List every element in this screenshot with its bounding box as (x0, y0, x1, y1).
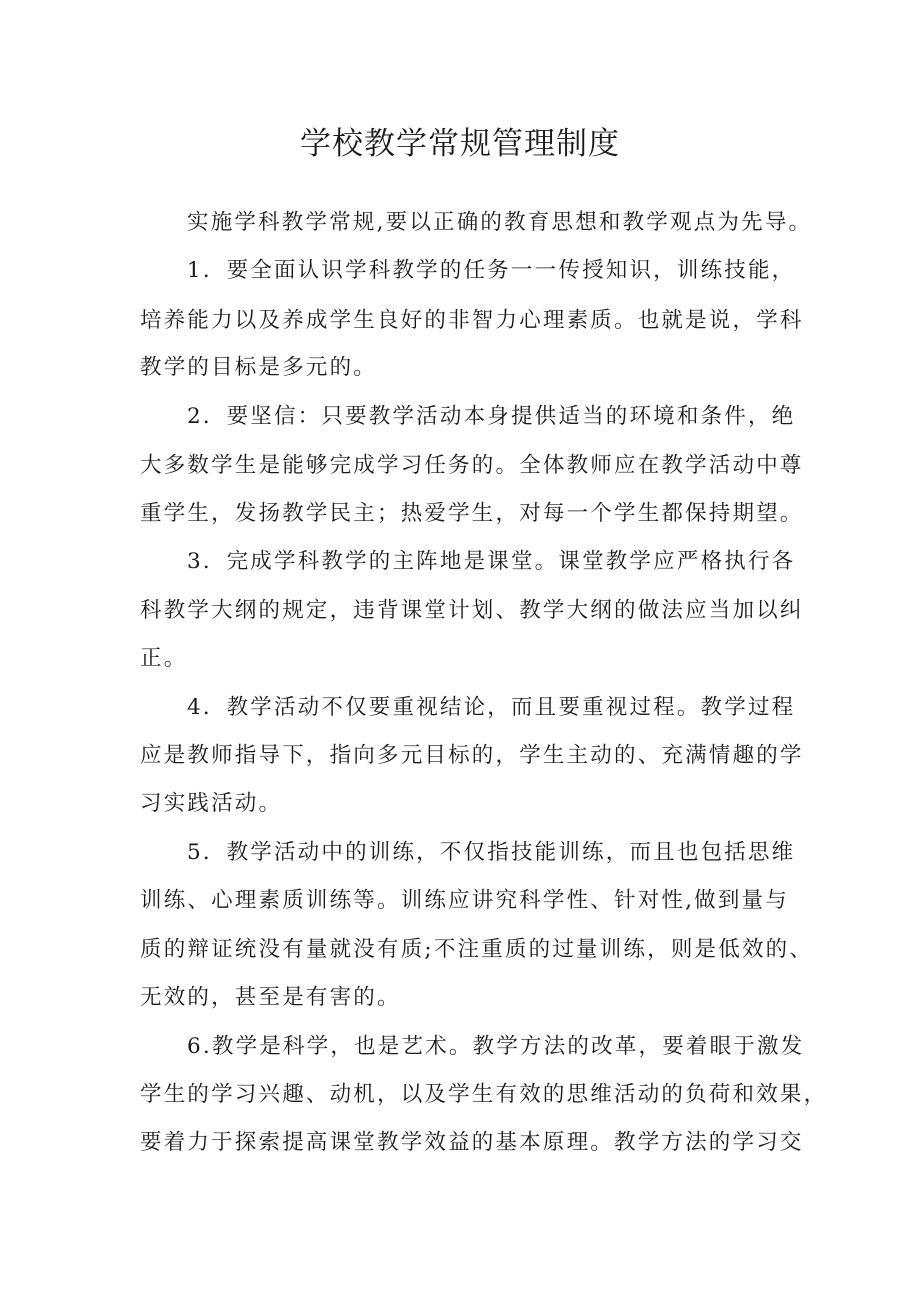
item-1-line-1: 1．要全面认识学科教学的任务一一传授知识，训练技能， (187, 258, 796, 283)
paragraph-intro-line-1: 实施学科教学常规,要以正确的教育思想和教学观点为先导。 (187, 210, 813, 235)
document-title: 学校教学常规管理制度 (300, 126, 620, 162)
item-4-line-1: 4．教学活动不仅要重视结论，而且要重视过程。教学过程 (187, 695, 796, 720)
item-6-line-3: 要着力于探索提高课堂教学效益的基本原理。教学方法的学习交 (140, 1130, 804, 1155)
item-6-line-1: 6.教学是科学，也是艺术。教学方法的改革，要着眼于激发 (187, 1034, 805, 1059)
item-3-line-3: 正。 (140, 646, 188, 671)
item-1-line-2: 培养能力以及养成学生良好的非智力心理素质。也就是说，学科 (140, 308, 804, 333)
item-2-line-1: 2．要坚信：只要教学活动本身提供适当的环境和条件，绝 (187, 404, 796, 429)
item-4-line-3: 习实践活动。 (140, 791, 283, 816)
item-5-line-3: 质的辩证统没有量就没有质;不注重质的过量训练，则是低效的、 (140, 937, 814, 962)
item-3-line-1: 3．完成学科教学的主阵地是课堂。课堂教学应严格执行各 (187, 549, 796, 574)
item-5-line-2: 训练、心理素质训练等。训练应讲究科学性、针对性,做到量与 (140, 888, 789, 913)
item-1-line-3: 教学的目标是多元的。 (140, 355, 378, 380)
item-4-line-2: 应是教师指导下，指向多元目标的，学生主动的、充满情趣的学 (140, 743, 804, 768)
item-5-line-4: 无效的，甚至是有害的。 (140, 985, 401, 1010)
item-2-line-3: 重学生，发扬教学民主；热爱学生，对每一个学生都保持期望。 (140, 501, 804, 526)
item-5-line-1: 5．教学活动中的训练，不仅指技能训练，而且也包括思维 (187, 840, 796, 865)
item-3-line-2: 科教学大纲的规定，违背课堂计划、教学大纲的做法应当加以纠 (140, 598, 804, 623)
item-2-line-2: 大多数学生是能够完成学习任务的。全体教师应在教学活动中尊 (140, 453, 804, 478)
item-6-line-2: 学生的学习兴趣、动机，以及学生有效的思维活动的负荷和效果， (140, 1082, 828, 1107)
